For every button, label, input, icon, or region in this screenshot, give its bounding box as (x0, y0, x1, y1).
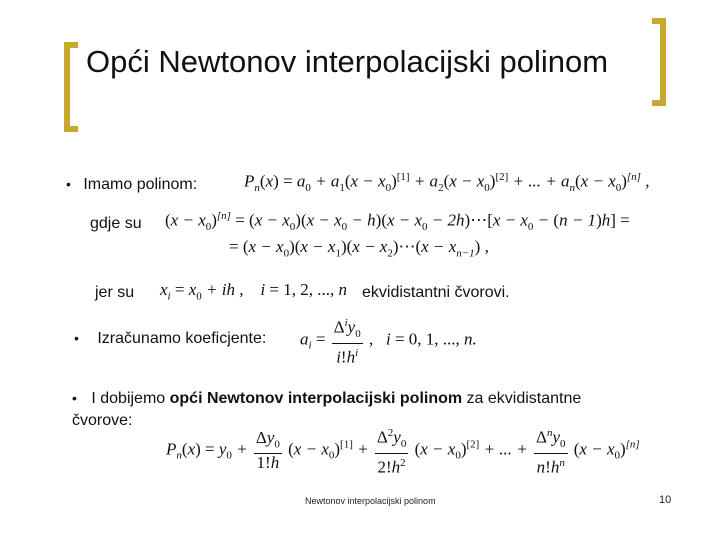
gdje-su-label: gdje su (90, 215, 142, 232)
slide-title: Opći Newtonov interpolacijski polinom (86, 44, 609, 79)
page-number: 10 (659, 494, 672, 506)
footer-text: Newtonov interpolacijski polinom (305, 496, 436, 506)
coefficient-formula: $a_i$ = $\frac{\Delta^iy_0}{i!h^i}$ , i = 0, 1, ..., n. (300, 314, 477, 367)
bullet-1-label: Imamo polinom: (83, 176, 198, 193)
newton-polynomial-formula: $P_n(x) = a_0 + a_1(x - x_0)[1] + a_2(x - x_0)[2]$ + ... + $a_n(x - x_0)[n]$ , (244, 171, 650, 195)
jer-su-label: jer su (95, 284, 135, 301)
fraction-term-n: $\frac{\Delta^ny_0}{n!h^n}$ (534, 424, 567, 477)
right-bracket-top (652, 18, 666, 24)
fraction-term-2: $\frac{\Delta^2y_0}{2!h^2}$ (375, 424, 408, 477)
bullet-marker: • (74, 330, 79, 346)
bullet-3-bold: opći Newtonov interpolacijski polinom (169, 390, 463, 407)
factorial-power-line1: $(x - x_0)[n] = (x - x_0)(x - x_0 - h)(x - x_0$ − 2h)⋯[x − $x_0 - (n - 1)h$] = (165, 210, 630, 234)
coefficient-fraction: $\frac{\Delta^iy_0}{i!h^i}$ (332, 314, 363, 367)
bullet-marker: • (72, 390, 77, 406)
node-definition-formula: $x_i = x_0$ + ih , i = 1, 2, ..., n (160, 280, 348, 303)
bullet-3-prefix: I dobijemo (91, 390, 170, 407)
left-bracket-decoration (64, 42, 70, 132)
right-bracket-bottom (652, 100, 666, 106)
bullet-3-suffix: za ekvidistantne (462, 390, 582, 407)
final-newton-formula: $P_n(x) = y_0$ + $\frac{\Delta y_0}{1!h}$ $(x - x_0)[1]$ + $\frac{\Delta^2y_0}{2!h^2}$ $(x - x_0)[2]$ + ... + $\frac{\Delta^ny_0}{n!h^n}$ $(x - x_0)[n]$ (166, 424, 640, 477)
left-bracket-top (64, 42, 78, 48)
bullet-2 (74, 330, 266, 348)
bullet-1 (66, 176, 197, 194)
right-bracket-decoration (660, 18, 666, 106)
bullet-2-label: Izračunamo koeficjente: (97, 330, 267, 347)
fraction-term-1: $\frac{\Delta y_0}{1!h}$ (255, 427, 280, 473)
bullet-marker: • (66, 176, 71, 192)
factorial-power-line2: = $(x - x_0)(x - x_1)(x$ − $x_2)\cdots(x - x_{n-1})$ , (229, 237, 489, 260)
ekvidistantni-label: ekvidistantni čvorovi. (362, 284, 510, 301)
bullet-3-line2: čvorove: (72, 412, 133, 429)
bullet-3 (72, 390, 672, 408)
left-bracket-bottom (64, 126, 78, 132)
